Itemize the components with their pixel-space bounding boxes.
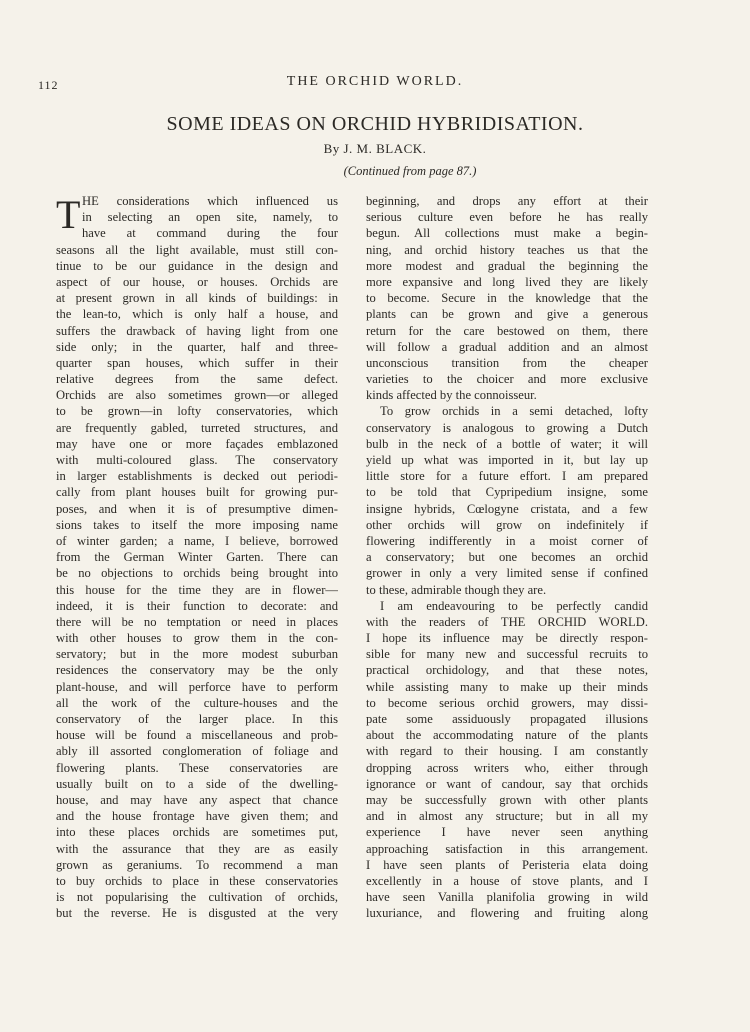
text-line: to buy orchids to place in these conservatories	[56, 873, 338, 888]
text-line: at present grown in all kinds of buildings: in	[56, 291, 338, 306]
text-line: unconscious transition from the cheaper	[366, 355, 648, 370]
text-line: bulb in the neck of a bottle of water; it will	[366, 436, 648, 451]
text-line: suffers the drawback of having light from one	[56, 323, 338, 338]
text-line: return for the care bestowed on them, there	[366, 323, 648, 338]
text-line: house will be found a miscellaneous and prob-	[56, 728, 338, 743]
text-line: servatory; but in the more modest suburban	[56, 647, 338, 662]
text-line: insigne hybrids, Cœlogyne cristata, and a few	[366, 501, 648, 516]
text-line: seasons all the light available, must still con-	[56, 242, 338, 257]
drop-cap: T	[56, 192, 81, 237]
text-line: sible for many new and successful recruits to	[366, 647, 648, 662]
text-line: grown as geraniums. To recommend a man	[56, 857, 338, 872]
text-line: side only; in the quarter, half and three-	[56, 339, 338, 354]
left-column	[56, 193, 338, 921]
text-line: quarter span houses, which suffer in their	[56, 355, 338, 370]
text-line: there will be no temptation or need in places	[56, 614, 338, 629]
text-line: plant-house, and will perforce have to perform	[56, 679, 338, 694]
text-line: in selecting an open site, namely, to	[82, 210, 338, 225]
text-line: I have seen plants of Peristeria elata doing	[366, 857, 648, 872]
text-line: conservatory is analogous to growing a Dutch	[366, 420, 648, 435]
text-line: Orchids are also sometimes grown—or alleged	[56, 388, 338, 403]
text-line: but the reverse. He is disgusted at the very	[56, 906, 338, 921]
text-line: to become serious orchid growers, may dissi-	[366, 695, 648, 710]
text-line: with the assurance that they are as easily	[56, 841, 338, 856]
article-title: SOME IDEAS ON ORCHID HYBRIDISATION.	[166, 113, 584, 135]
text-line: little store for a future effort. I am prepared	[366, 469, 648, 484]
text-line: of winter garden; a name, I believe, borrowed	[56, 533, 338, 548]
text-line: house, and may have any aspect that chance	[56, 792, 338, 807]
text-line: begun. All collections must make a begin-	[366, 226, 648, 241]
text-line: conservatory of the larger place. In this	[56, 712, 338, 726]
text-line: excellently in a house of stove plants, and I	[366, 873, 648, 888]
text-line: ably ill assorted conglomeration of foliage and	[56, 744, 338, 759]
text-line: practical orchidology, and that these notes,	[366, 663, 648, 678]
text-line: tinue to be our guidance in the design and	[56, 258, 338, 273]
text-line: from the German Winter Garten. There can	[56, 550, 338, 565]
running-head: THE ORCHID WORLD.	[286, 74, 464, 89]
text-line: to be told that Cypripedium insigne, some	[366, 485, 648, 500]
page-number: 112	[38, 78, 59, 92]
text-line: I am endeavouring to be perfectly candid	[380, 598, 648, 613]
text-line: other orchids will grow on indefinitely if	[366, 517, 648, 532]
text-line: to be grown—in lofty conservatories, which	[56, 404, 338, 419]
text-line: plants can be grown and give a generous	[366, 307, 648, 322]
text-line: and the house frontage have given them; and	[56, 809, 338, 824]
text-line: with regard to their housing. I am constantly	[366, 744, 648, 759]
text-line: cally from plant houses built for growing pur-	[56, 485, 338, 500]
text-line: residences the conservatory may be the only	[56, 663, 338, 678]
text-line: HE considerations which influenced us	[82, 194, 338, 208]
text-line: aspect of our house, or houses. Orchids are	[56, 274, 338, 289]
text-line: more modest and gradual the beginning the	[366, 258, 648, 273]
text-line: serious culture even before he has really	[366, 210, 648, 225]
text-line: experience I have never seen anything	[366, 825, 648, 840]
text-line: pate some assiduously propagated illusions	[366, 712, 648, 726]
text-line: grower in only a very limited sense if confined	[366, 566, 648, 581]
text-line: I hope its influence may be directly respon-	[366, 631, 648, 646]
text-line: while assisting many to make up their minds	[366, 679, 648, 694]
text-line: will follow a gradual addition and an almost	[366, 339, 648, 354]
text-line: are frequently gabled, turreted structures, and	[56, 420, 338, 435]
text-line: all the work of the culture-houses and the	[56, 695, 338, 710]
continued-note: (Continued from page 87.)	[343, 164, 477, 178]
text-line: with other houses to grow them in the con-	[56, 631, 338, 646]
text-line: usually built on to a side of the dwelling-	[56, 776, 338, 791]
text-line: and in almost any structure; but in all my	[366, 809, 648, 824]
text-line: the lean-to, which is only half a house, and	[56, 307, 338, 322]
text-line: a conservatory; but one becomes an orchid	[366, 550, 648, 565]
text-line: have seen Vanilla planifolia growing in wild	[366, 890, 648, 905]
text-line: approaching satisfaction in this arrangement.	[366, 841, 648, 856]
text-line: sions takes to itself the more imposing name	[56, 517, 338, 532]
text-line: may be successfully grown with other plants	[366, 792, 648, 807]
text-line: more expansive and long lived they are likely	[366, 274, 648, 289]
text-line: kinds affected by the connoisseur.	[366, 388, 537, 403]
text-line: indeed, it is their function to decorate: and	[56, 598, 338, 613]
text-line: with multi-coloured glass. The conservatory	[56, 453, 338, 467]
text-line: this house for the time they are in flower—	[56, 582, 338, 597]
text-line: to these, admirable though they are.	[366, 582, 547, 597]
text-line: To grow orchids in a semi detached, lofty	[380, 404, 648, 419]
right-column	[366, 193, 648, 921]
text-line: may have one or more façades emblazoned	[56, 436, 338, 451]
text-line: flowering indifferently in a moist corner of	[366, 533, 648, 548]
text-line: ning, and orchid history teaches us that the	[366, 242, 648, 257]
text-line: yield up what was imported in it, but lay up	[366, 453, 648, 467]
text-line: with the readers of THE ORCHID WORLD.	[366, 614, 648, 629]
text-line: in larger establishments is decked out periodi-	[56, 469, 338, 484]
text-line: flowering plants. These conservatories are	[56, 760, 338, 775]
text-line: poses, and when it is of presumptive dimen-	[56, 501, 338, 516]
text-line: be no objections to orchids being brought into	[56, 566, 338, 581]
text-line: about the accommodating nature of the plants	[366, 728, 648, 743]
text-line: relative degrees from the same defect.	[56, 372, 338, 387]
text-line: to become. Secure in the knowledge that the	[366, 291, 648, 306]
text-line: into these places orchids are sometimes put,	[56, 825, 338, 840]
byline: By J. M. BLACK.	[323, 141, 427, 156]
text-line: is not popularising the cultivation of orchids,	[56, 890, 338, 905]
text-line: beginning, and drops any effort at their	[366, 194, 648, 208]
text-line: dropping across writers who, either through	[366, 760, 648, 775]
text-line: luxuriance, and flowering and fruiting along	[366, 906, 648, 921]
text-line: ignorance or want of candour, say that orchids	[366, 776, 648, 791]
text-line: varieties to the choicer and more exclusive	[366, 372, 648, 387]
text-line: have at command during the four	[82, 226, 338, 241]
